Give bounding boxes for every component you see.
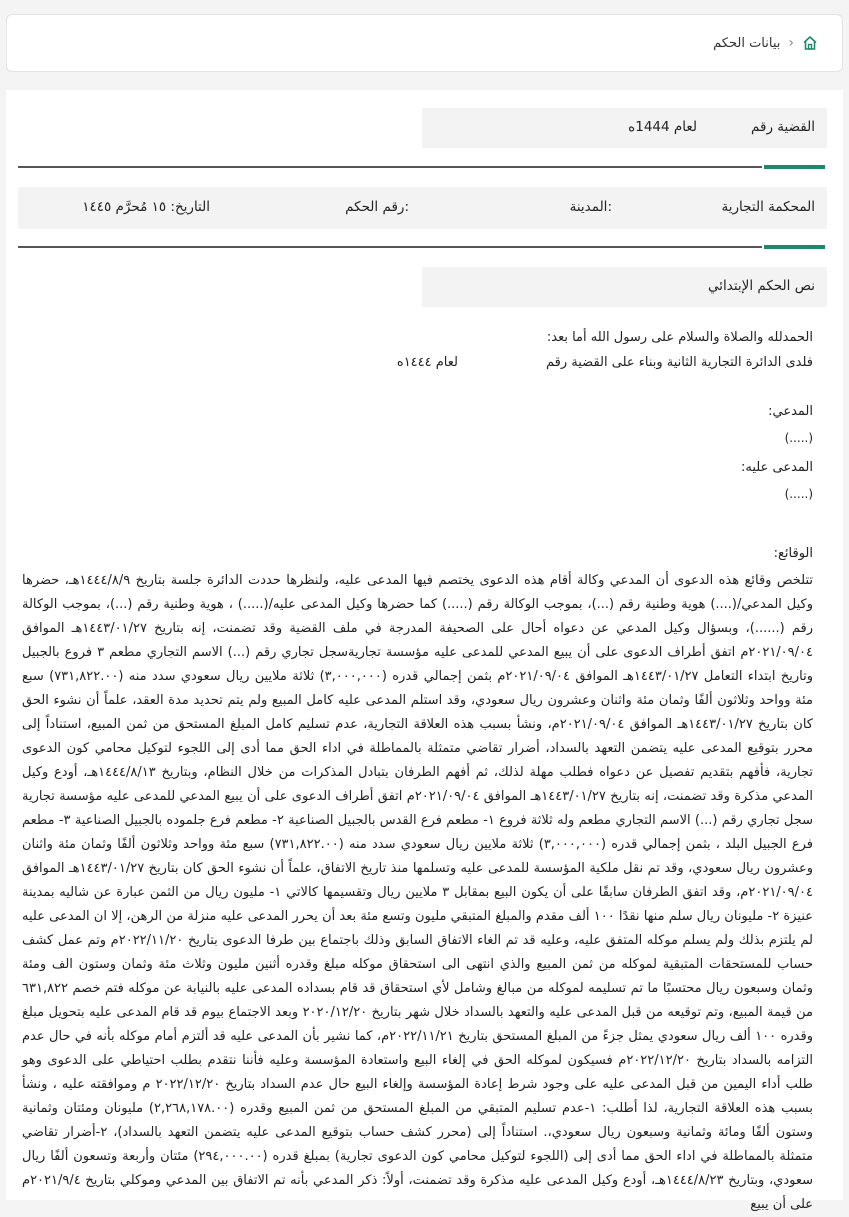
home-icon[interactable] [802, 35, 818, 51]
chevron-left-icon: › [788, 35, 794, 51]
judgment-panel [6, 90, 843, 1212]
divider [18, 246, 762, 248]
plaintiff-label: المدعي: [768, 404, 813, 419]
breadcrumb-current: بيانات الحكم [713, 35, 781, 51]
breadcrumb-bar [6, 14, 843, 72]
judgment-number-label: رقم الحكم: [345, 199, 409, 215]
divider [18, 166, 762, 168]
intro-line-2-year: لعام ١٤٤٤ه [396, 355, 458, 370]
court-name: المحكمة التجارية [721, 199, 815, 215]
facts-heading: الوقائع: [773, 546, 813, 561]
facts-body [22, 569, 813, 1217]
city-label: المدينة: [569, 199, 612, 215]
defendant-label: المدعى عليه: [741, 460, 813, 475]
accent-divider [764, 165, 825, 169]
intro-line-2: فلدى الدائرة التجارية الثانية وبناء على القضية رقم [546, 355, 813, 370]
facts-paragraph: تتلخص وقائع هذه الدعوى أن المدعي وكالة أقام هذه الدعوى يختصم فيها المدعى عليه، ولنظرها حددت الدائرة جلسة بتاريخ ١٤٤٤/٨/٩هـ، حضرها وكيل المدعي/(....) هوية وطنية رقم (...)، بموجب الوكالة رقم (.....) كما حضرها وكيل المدعى عليه/(.....) ، هوية وطنية رقم (...)، بموجب الوكالة رقم (......)، وبسؤال وكيل المدعي عن دعواه أحال على الصحيفة المدرجة في ملف القضية وقد تضمنت، إنه بتاريخ ١٤٤٣/٠١/٢٧هـ الموافق ٢٠٢١/٠٩/٠٤م اتفق أطراف الدعوى على أن يبيع المدعي للمدعى عليه مؤسسة تجاريةسجل تجاري رقم (...) الاسم التجاري مطعم ٣ فروع بالجبيل وتاريخ ابتداء التعامل ١٤٤٣/٠١/٢٧هـ الموافق ٢٠٢١/٠٩/٠٤م بثمن إجمالي قدره (٣,٠٠٠,٠٠٠) ثلاثة ملايين ريال سعودي سدد منه (٧٣١,٨٢٢.٠٠) سبع مئة وواحد وثلاثون ألفًا وثمان مئة واثنان وعشرون ريال سعودي، وقد استلم المدعى عليه كامل المبيع ولم يتم تحديد مدة العقد، علماً أن نشوء الحق كان بتاريخ ١٤٤٣/٠١/٢٧هـ الموافق ٢٠٢١/٠٩/٠٤م، ونشأ بسبب هذه العلاقة التجارية، عدم تسليم كامل المبلغ المستحق من ثمن المبيع، استناداً إلى محرر بتوقيع المدعى عليه يتضمن التعهد بالسداد، أضرار تقاضي متمثلة بالمماطلة في اداء الحق مما أدى إلى اللجوء لتوكيل محامي كون الدعوى تجارية، فأفهم بتقديم تفصيل عن دعواه فطلب مهلة لذلك، ثم أفهم الطرفان بتبادل المذكرات من خلال النظام، وبتاريخ ١٤٤٤/٨/١٣هـ، أودع وكيل المدعي مذكرة وقد تضمنت، إنه بتاريخ ١٤٤٣/٠١/٢٧هـ الموافق ٢٠٢١/٠٩/٠٤م اتفق أطراف الدعوى على أن يبيع المدعي للمدعى عليه مؤسسة تجارية سجل تجاري رقم (...) الاسم التجاري مطعم وله ثلاثة فروع ١- مطعم فرع القدس بالجبيل الصناعية ٢- مطعم فرع جلموده بالجبيل الصناعية ٣- مطعم فرع الجبيل البلد ، بثمن إجمالي قدره (٣,٠٠٠,٠٠٠) ثلاثة ملايين ريال سعودي سدد منه (٧٣١,٨٢٢.٠٠) سبع مئة وواحد وثلاثون ألفًا وثمان مئة واثنان وعشرون ريال سعودي، وقد تم نقل ملكية المؤسسة للمدعى عليه وتسلمها منذ تاريخ الاتفاق، علماً أن نشوء الحق كان بتاريخ ١٤٤٣/٠١/٢٧هـ الموافق ٢٠٢١/٠٩/٠٤م، وقد اتفق الطرفان سابقًا على أن يكون البيع بمقابل ٣ ملايين ريال وتقسيمها كالاتي ١- مليون ريال من الثمن عبارة عن شاليه بمدينة عنيزة ٢- مليونان ريال سلم منها نقدًا ١٠٠ ألف مقدم والمبلغ المتبقي مليون وتسع مئة بعد أن يحرر المدعى عليه منزلة من الرهن، إلا ان المدعى عليه لم يلتزم بذلك ولم يسلم موكله المتفق عليه، وعليه قد تم الغاء الاتفاق السابق وذلك باجتماع بين طرفا الدعوى بتاريخ ٢٠٢٢/١١/٢٠م وتم عمل كشف حساب للمستحقات المتبقية لموكله من ثمن المبيع والذي انتهى الى استحقاق موكله مبلغ وقدره أثنين مليون وثلاث مئة وثمان وستون الف ومئة وثمان وسبعون ريال محتسبًا ما تم تسليمه لموكله من مبالغ وشامل لأي استحقاق قد قام بسداده المدعى عليه بالنيابة عن موكله فتم خصم ٦٣١,٨٢٢ من قيمة المبيع، وتم توقيعه من قبل المدعى عليه والتعهد بالسداد خلال شهر بتاريخ ٢٠٢٠/١٢/٢٠ وبعد الاجتماع بيوم قد قام المدعى عليه بتحويل مبلغ وقدره ١٠٠ ألف ريال سعودي يمثل جزءً من المبلغ المستحق بتاريخ ٢٠٢٢/١١/٢١م، كما نشير بأن المدعى عليه قد ألتزم أمام موكله بأنه في حال عدم التزامه بالسداد بتاريخ ٢٠٢٢/١٢/٢٠م فسيكون لموكله الحق في إلغاء البيع واستعادة المؤسسة وعليه فأننا نتقدم بطلب احتياطي على الدعوى وهو طلب أداء اليمين من قبل المدعى عليه على وجود شرط إعادة المؤسسة وإلغاء البيع حال عدم السداد بتاريخ ٢٠٢٢/١٢/٢٠ م وموافقته عليه ، ونشأ بسبب هذه العلاقة التجارية، لذا أطلب: ١-عدم تسليم المتبقي من المبلغ المستحق من ثمن المبيع وقدره (٢,٢٦٨,١٧٨.٠٠) مليونان ومئتان وثمانية وستون ألفًا ومائة وثمانية وسبعون ريال سعودي،. استناداً إلى (محرر كشف حساب بتوقيع المدعى عليه يتضمن التعهد بالسداد)، ٢-أضرار تقاضي متمثلة بالمماطلة في اداء الحق مما أدى إلى (اللجوء لتوكيل محامي كون الدعوى تجارية) بمبلغ قدره (٢٩٤,٠٠٠.٠٠) مئتان وأربعة وتسعون ألفًا ريال سعودي، وبتاريخ ١٤٤٤/٨/٢٣هـ، أودع وكيل المدعى عليه مذكرة وقد تضمنت، أولاً: ذكر المدعي بأنه تم الاتفاق بين المدعي وموكلي بتاريخ ٢٠٢١/٩/٤م على أن يبيع [22, 573, 814, 1212]
intro-line-1: الحمدلله والصلاة والسلام على رسول الله أما بعد: [546, 330, 813, 345]
case-label: القضية رقم [751, 119, 815, 135]
defendant-value: (.....) [784, 487, 813, 501]
case-box [422, 108, 827, 148]
case-value: لعام 1444ه [628, 119, 697, 135]
breadcrumb [713, 35, 818, 51]
judgment-date: التاريخ: ١٥ مُحرَّم ١٤٤٥ [82, 199, 210, 215]
section-title-box [422, 267, 827, 307]
plaintiff-value: (.....) [784, 431, 813, 445]
accent-divider [764, 245, 825, 249]
section-title: نص الحكم الإبتدائي [707, 278, 815, 294]
court-info-box [18, 187, 827, 229]
